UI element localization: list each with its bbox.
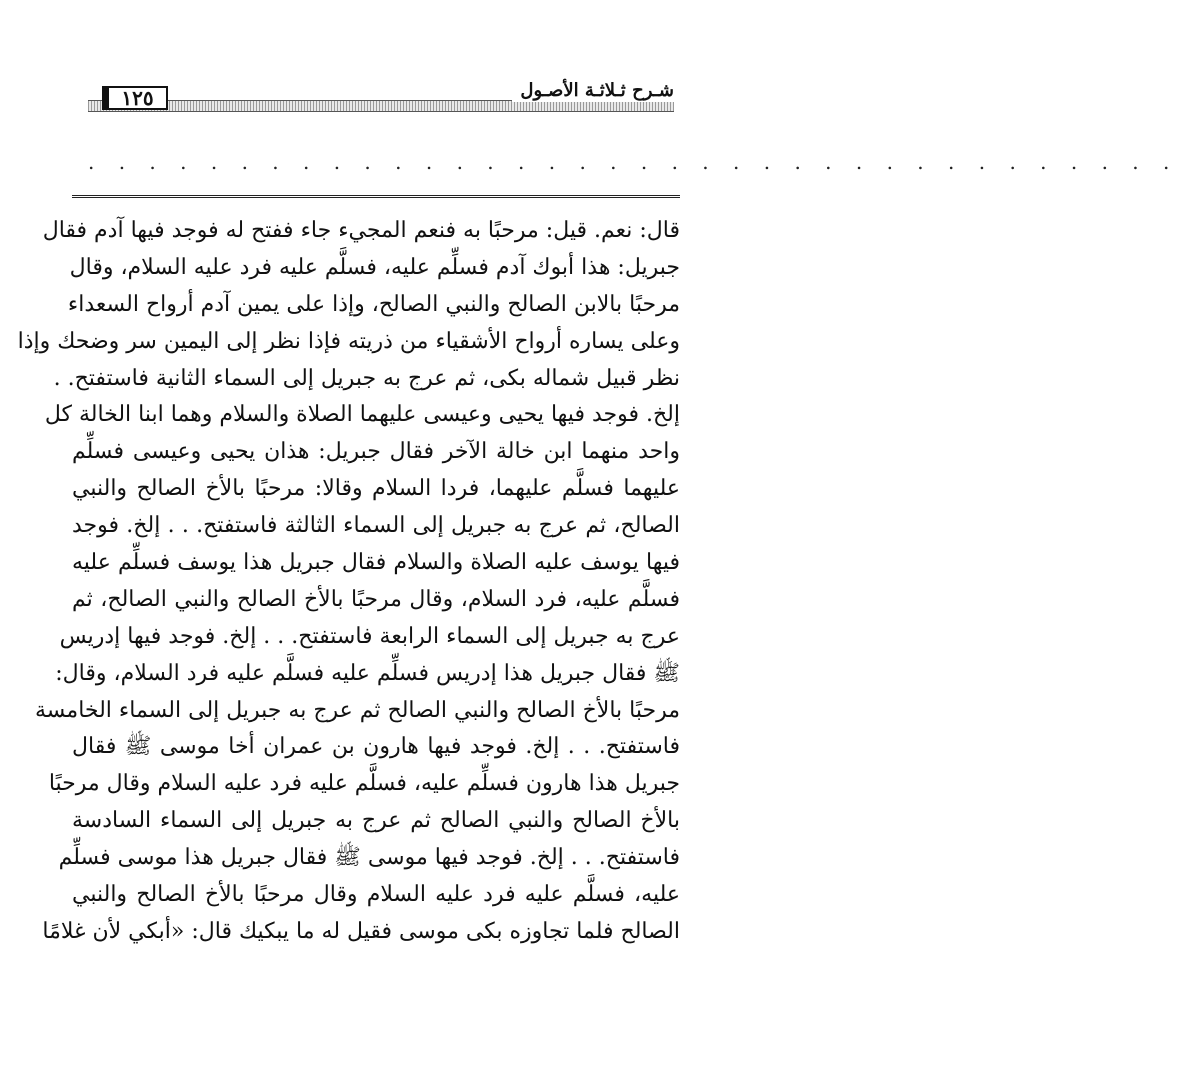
text-line: جبريل هذا هارون فسلِّم عليه، فسلَّم عليه فرد عليه السلام وقال مرحبًا bbox=[48, 771, 680, 797]
text-line: عليهما فسلَّم عليهما، فردا السلام وقالا: مرحبًا بالأخ الصالح والنبي bbox=[72, 476, 680, 502]
dotted-line: . . . . . . . . . . . . . . . . . . . . . . . . . . . . . . . . . . . . bbox=[88, 150, 1178, 174]
page-number: ١٢٥ bbox=[102, 86, 168, 110]
text-line: الصالح فلما تجاوزه بكى موسى فقيل له ما يبكيك قال: «أبكي لأن غلامًا bbox=[42, 918, 680, 944]
text-line: ﷺ فقال جبريل هذا إدريس فسلِّم عليه فسلَّم عليه فرد السلام، وقال: bbox=[55, 660, 680, 686]
text-line: إلخ. فوجد فيها يحيى وعيسى عليهما الصلاة والسلام وهما ابنا الخالة كل bbox=[44, 402, 680, 428]
text-line: وعلى يساره أرواح الأشقياء من ذريته فإذا نظر إلى اليمين سر وضحك وإذا bbox=[17, 328, 680, 354]
text-line: عليه، فسلَّم عليه فرد عليه السلام وقال مرحبًا بالأخ الصالح والنبي bbox=[72, 882, 680, 908]
text-line: عرج به جبريل إلى السماء الرابعة فاستفتح. . . إلخ. فوجد فيها إدريس bbox=[59, 623, 680, 649]
text-line: مرحبًا بالأخ الصالح والنبي الصالح ثم عرج به جبريل إلى السماء الخامسة bbox=[34, 697, 680, 723]
text-line: الصالح، ثم عرج به جبريل إلى السماء الثالثة فاستفتح. . . إلخ. فوجد bbox=[72, 513, 680, 539]
text-line: فسلَّم عليه، فرد السلام، وقال مرحبًا بالأخ الصالح والنبي الصالح، ثم bbox=[72, 586, 680, 612]
text-line: فاستفتح. . . إلخ. فوجد فيها هارون بن عمران أخا موسى ﷺ فقال bbox=[72, 734, 680, 760]
body-text bbox=[17, 213, 680, 951]
book-title: شـرح ثـلاثـة الأصـول bbox=[512, 80, 674, 102]
section-separator bbox=[72, 195, 680, 198]
text-line: نظر قبيل شماله بكى، ثم عرج به جبريل إلى السماء الثانية فاستفتح. . bbox=[53, 365, 680, 391]
text-line: فاستفتح. . . إلخ. فوجد فيها موسى ﷺ فقال جبريل هذا موسى فسلِّم bbox=[58, 845, 680, 871]
text-line: قال: نعم. قيل: مرحبًا به فنعم المجيء جاء ففتح له فوجد فيها آدم فقال bbox=[42, 218, 680, 243]
text-line: فيها يوسف عليه الصلاة والسلام فقال جبريل هذا يوسف فسلِّم عليه bbox=[72, 550, 680, 576]
text-line: واحد منهما ابن خالة الآخر فقال جبريل: هذان يحيى وعيسى فسلِّم bbox=[72, 439, 680, 465]
text-line: مرحبًا بالابن الصالح والنبي الصالح، وإذا على يمين آدم أرواح السعداء bbox=[67, 291, 680, 317]
text-line: بالأخ الصالح والنبي الصالح ثم عرج به جبريل إلى السماء السادسة bbox=[72, 808, 680, 834]
text-line: جبريل: هذا أبوك آدم فسلِّم عليه، فسلَّم عليه فرد عليه السلام، وقال bbox=[69, 254, 680, 280]
running-header bbox=[88, 76, 674, 116]
